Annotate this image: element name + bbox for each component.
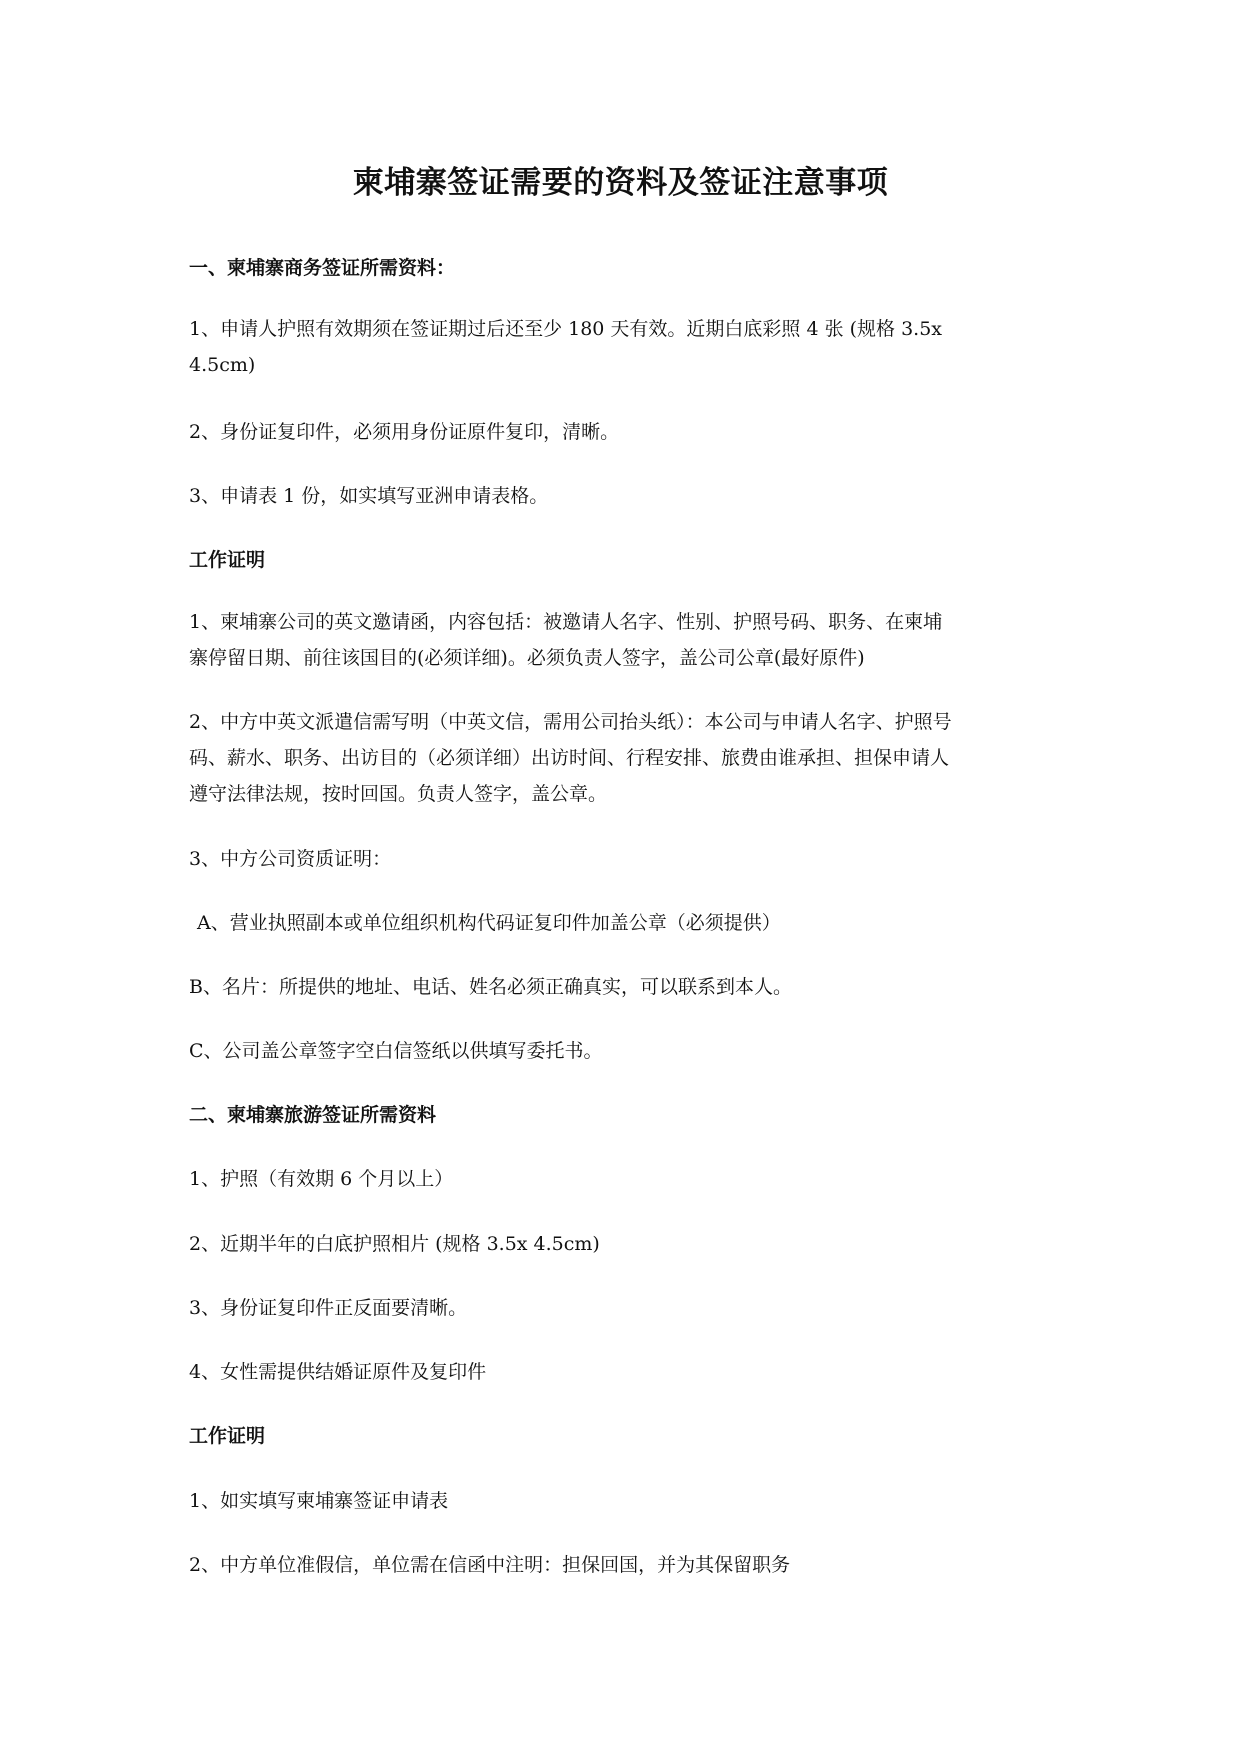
paragraph-photo: 2、近期半年的白底护照相片 (规格 3.5x 4.5cm) <box>189 1233 600 1255</box>
paragraph-dispatch-letter-line2: 码、薪水、职务、出访目的（必须详细）出访时间、行程安排、旅费由谁承担、担保申请人 <box>189 747 950 769</box>
paragraph-invitation-letter-line1: 1、柬埔寨公司的英文邀请函，内容包括：被邀请人名字、性别、护照号码、职务、在柬埔 <box>189 611 943 633</box>
paragraph-dispatch-letter-line1: 2、中方中英文派遣信需写明（中英文信，需用公司抬头纸）：本公司与申请人名字、护照号 <box>189 711 952 733</box>
section-heading-tourist-visa: 二、柬埔寨旅游签证所需资料 <box>189 1104 437 1126</box>
paragraph-application-form: 3、申请表 1 份，如实填写亚洲申请表格。 <box>189 485 549 507</box>
list-item-business-license: A、营业执照副本或单位组织机构代码证复印件加盖公章（必须提供） <box>197 912 781 934</box>
paragraph-passport-photo-line1: 1、申请人护照有效期须在签证期过后还至少 180 天有效。近期白底彩照 4 张 (规格 3.5x <box>189 318 943 340</box>
list-item-business-card: B、名片：所提供的地址、电话、姓名必须正确真实，可以联系到本人。 <box>189 976 792 998</box>
paragraph-invitation-letter-line2: 寨停留日期、前往该国目的(必须详细)。必须负责人签字，盖公司公章(最好原件) <box>189 647 865 669</box>
paragraph-passport-validity: 1、护照（有效期 6 个月以上） <box>189 1168 454 1190</box>
paragraph-dispatch-letter-line3: 遵守法律法规，按时回国。负责人签字，盖公章。 <box>189 783 608 805</box>
subheading-work-proof: 工作证明 <box>189 549 266 571</box>
paragraph-company-qualification: 3、中方公司资质证明： <box>189 848 392 870</box>
section-heading-business-visa: 一、柬埔寨商务签证所需资料： <box>189 257 456 279</box>
subheading-work-proof-2: 工作证明 <box>189 1425 266 1447</box>
paragraph-id-copy-both-sides: 3、身份证复印件正反面要清晰。 <box>189 1297 468 1319</box>
list-item-blank-letterhead: C、公司盖公章签字空白信签纸以供填写委托书。 <box>189 1040 603 1062</box>
paragraph-marriage-certificate: 4、女性需提供结婚证原件及复印件 <box>189 1361 487 1383</box>
paragraph-leave-letter: 2、中方单位准假信，单位需在信函中注明：担保回国，并为其保留职务 <box>189 1554 791 1576</box>
paragraph-visa-application-form: 1、如实填写柬埔寨签证申请表 <box>189 1490 449 1512</box>
document-title: 柬埔寨签证需要的资料及签证注意事项 <box>352 165 889 201</box>
paragraph-id-copy: 2、身份证复印件，必须用身份证原件复印，清晰。 <box>189 421 620 443</box>
paragraph-passport-photo-line2: 4.5cm) <box>189 354 256 376</box>
